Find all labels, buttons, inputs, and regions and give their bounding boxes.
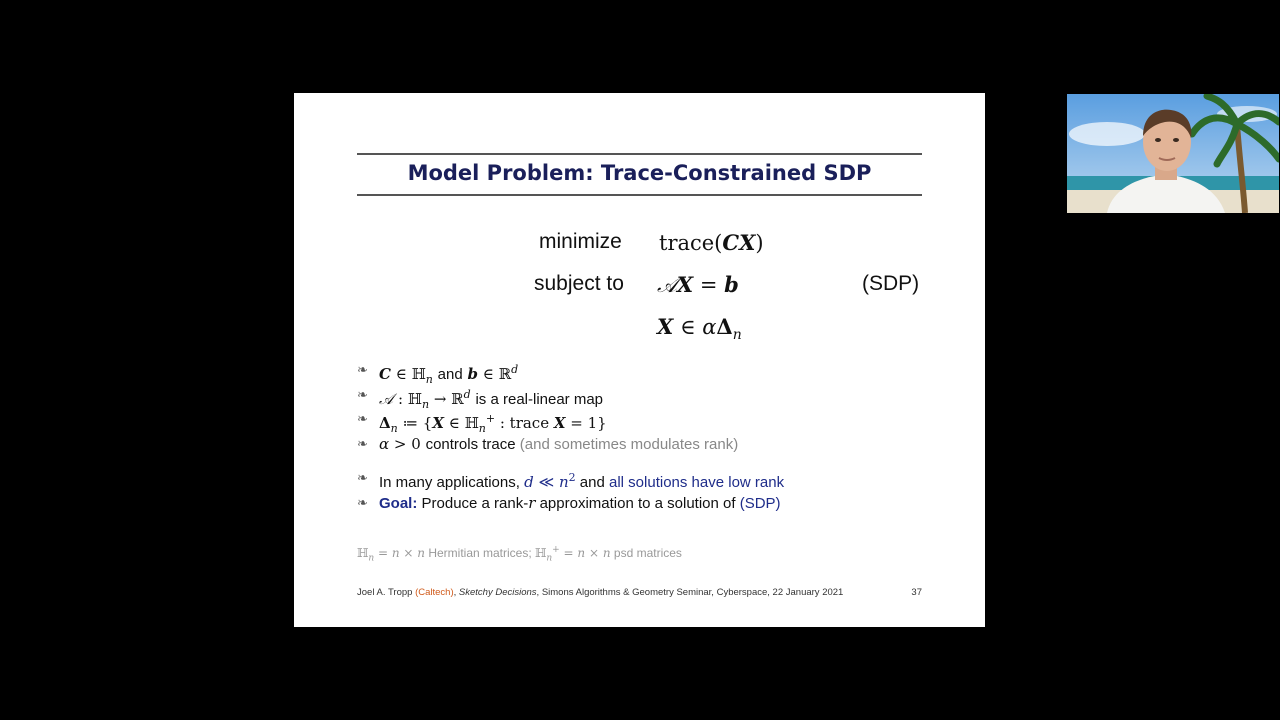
- fleuron-icon: ❧: [357, 411, 368, 426]
- objective: trace(CX): [659, 230, 764, 255]
- slide-title: Model Problem: Trace-Constrained SDP: [407, 161, 872, 185]
- fleuron-icon: ❧: [357, 435, 368, 451]
- fleuron-icon: ❧: [357, 362, 368, 377]
- footer-venue: , Simons Algorithms & Geometry Seminar, Cyberspace, 22 January 2021: [536, 587, 844, 598]
- constraint-1: 𝒜X = b: [657, 272, 739, 297]
- fleuron-icon: ❧: [357, 386, 368, 402]
- footer-talk: Sketchy Decisions: [458, 587, 537, 598]
- bullet-5-and: and: [579, 474, 605, 491]
- slide-footer: Joel A. Tropp (Caltech), Sketchy Decisions, Simons Algorithms & Geometry Seminar, Cyberspace, 22 January 2021 37: [357, 587, 922, 598]
- footer-affiliation: (Caltech): [415, 587, 454, 598]
- sdp-ref: (SDP): [739, 494, 781, 512]
- bullet-6-text1: Produce a rank-: [421, 494, 529, 512]
- webcam-video[interactable]: [1067, 94, 1279, 213]
- title-top-rule: [357, 153, 922, 155]
- constraint-2: X ∈ $\alpha\Delta_n$: [657, 314, 742, 344]
- page-number: 37: [911, 587, 922, 598]
- fleuron-icon: ❧: [357, 470, 368, 485]
- bullet-5-prefix: In many applications,: [379, 474, 520, 491]
- presenter-video-feed: [1067, 94, 1279, 213]
- bullet-1-and: and: [437, 366, 463, 383]
- fleuron-icon: ❧: [357, 494, 368, 510]
- footer-author: Joel A. Tropp: [357, 587, 413, 598]
- title-bottom-rule: [357, 194, 922, 196]
- bullet-5-highlight: all solutions have low rank: [609, 474, 785, 491]
- sdp-tag: (SDP): [862, 272, 920, 295]
- bullet-2-text: is a real-linear map: [475, 390, 604, 408]
- bullet-4-note: (and sometimes modulates rank): [519, 435, 739, 453]
- goal-label: Goal:: [379, 494, 418, 512]
- footnote: ℍ$_n$ = n × n Hermitian matrices; ℍ$_n$+ = n × n psd matrices: [357, 545, 682, 564]
- slide: Model Problem: Trace-Constrained SDP minimize trace(CX) subject to 𝒜X = b (SDP) X ∈ $\alpha\Delta_n$ ❧ C ∈ ℍ$_n$ and b ∈ ℝ$^d$ ❧ 𝒜 : ℍ$_n$ → ℝ$^d$ is a real-linear map ❧ $\Delta_n$ ≔ {X ∈ ℍ$_n$+ : trace X = 1} ❧ α > 0 controls trace (and sometimes modulates rank) ❧ In many applications, d ≪ $n^2$ and all solutions have low rank ❧ Goal: Produce a rank-r approximation to a solution of (SDP) ℍ$_n$ = n × n Hermitian matrices; ℍ$_n$+ = n × n psd matrices Joel A. Tropp (Caltech), Sketchy Decisions, Simons Algorithms & Geometry Seminar, Cyberspace, 22 January 2021 37: [294, 93, 985, 627]
- minimize-label: minimize: [539, 230, 622, 253]
- bullet-6-text2: approximation to a solution of: [539, 494, 736, 512]
- subject-to-label: subject to: [534, 272, 624, 295]
- bullet-4-text: controls trace: [425, 435, 516, 453]
